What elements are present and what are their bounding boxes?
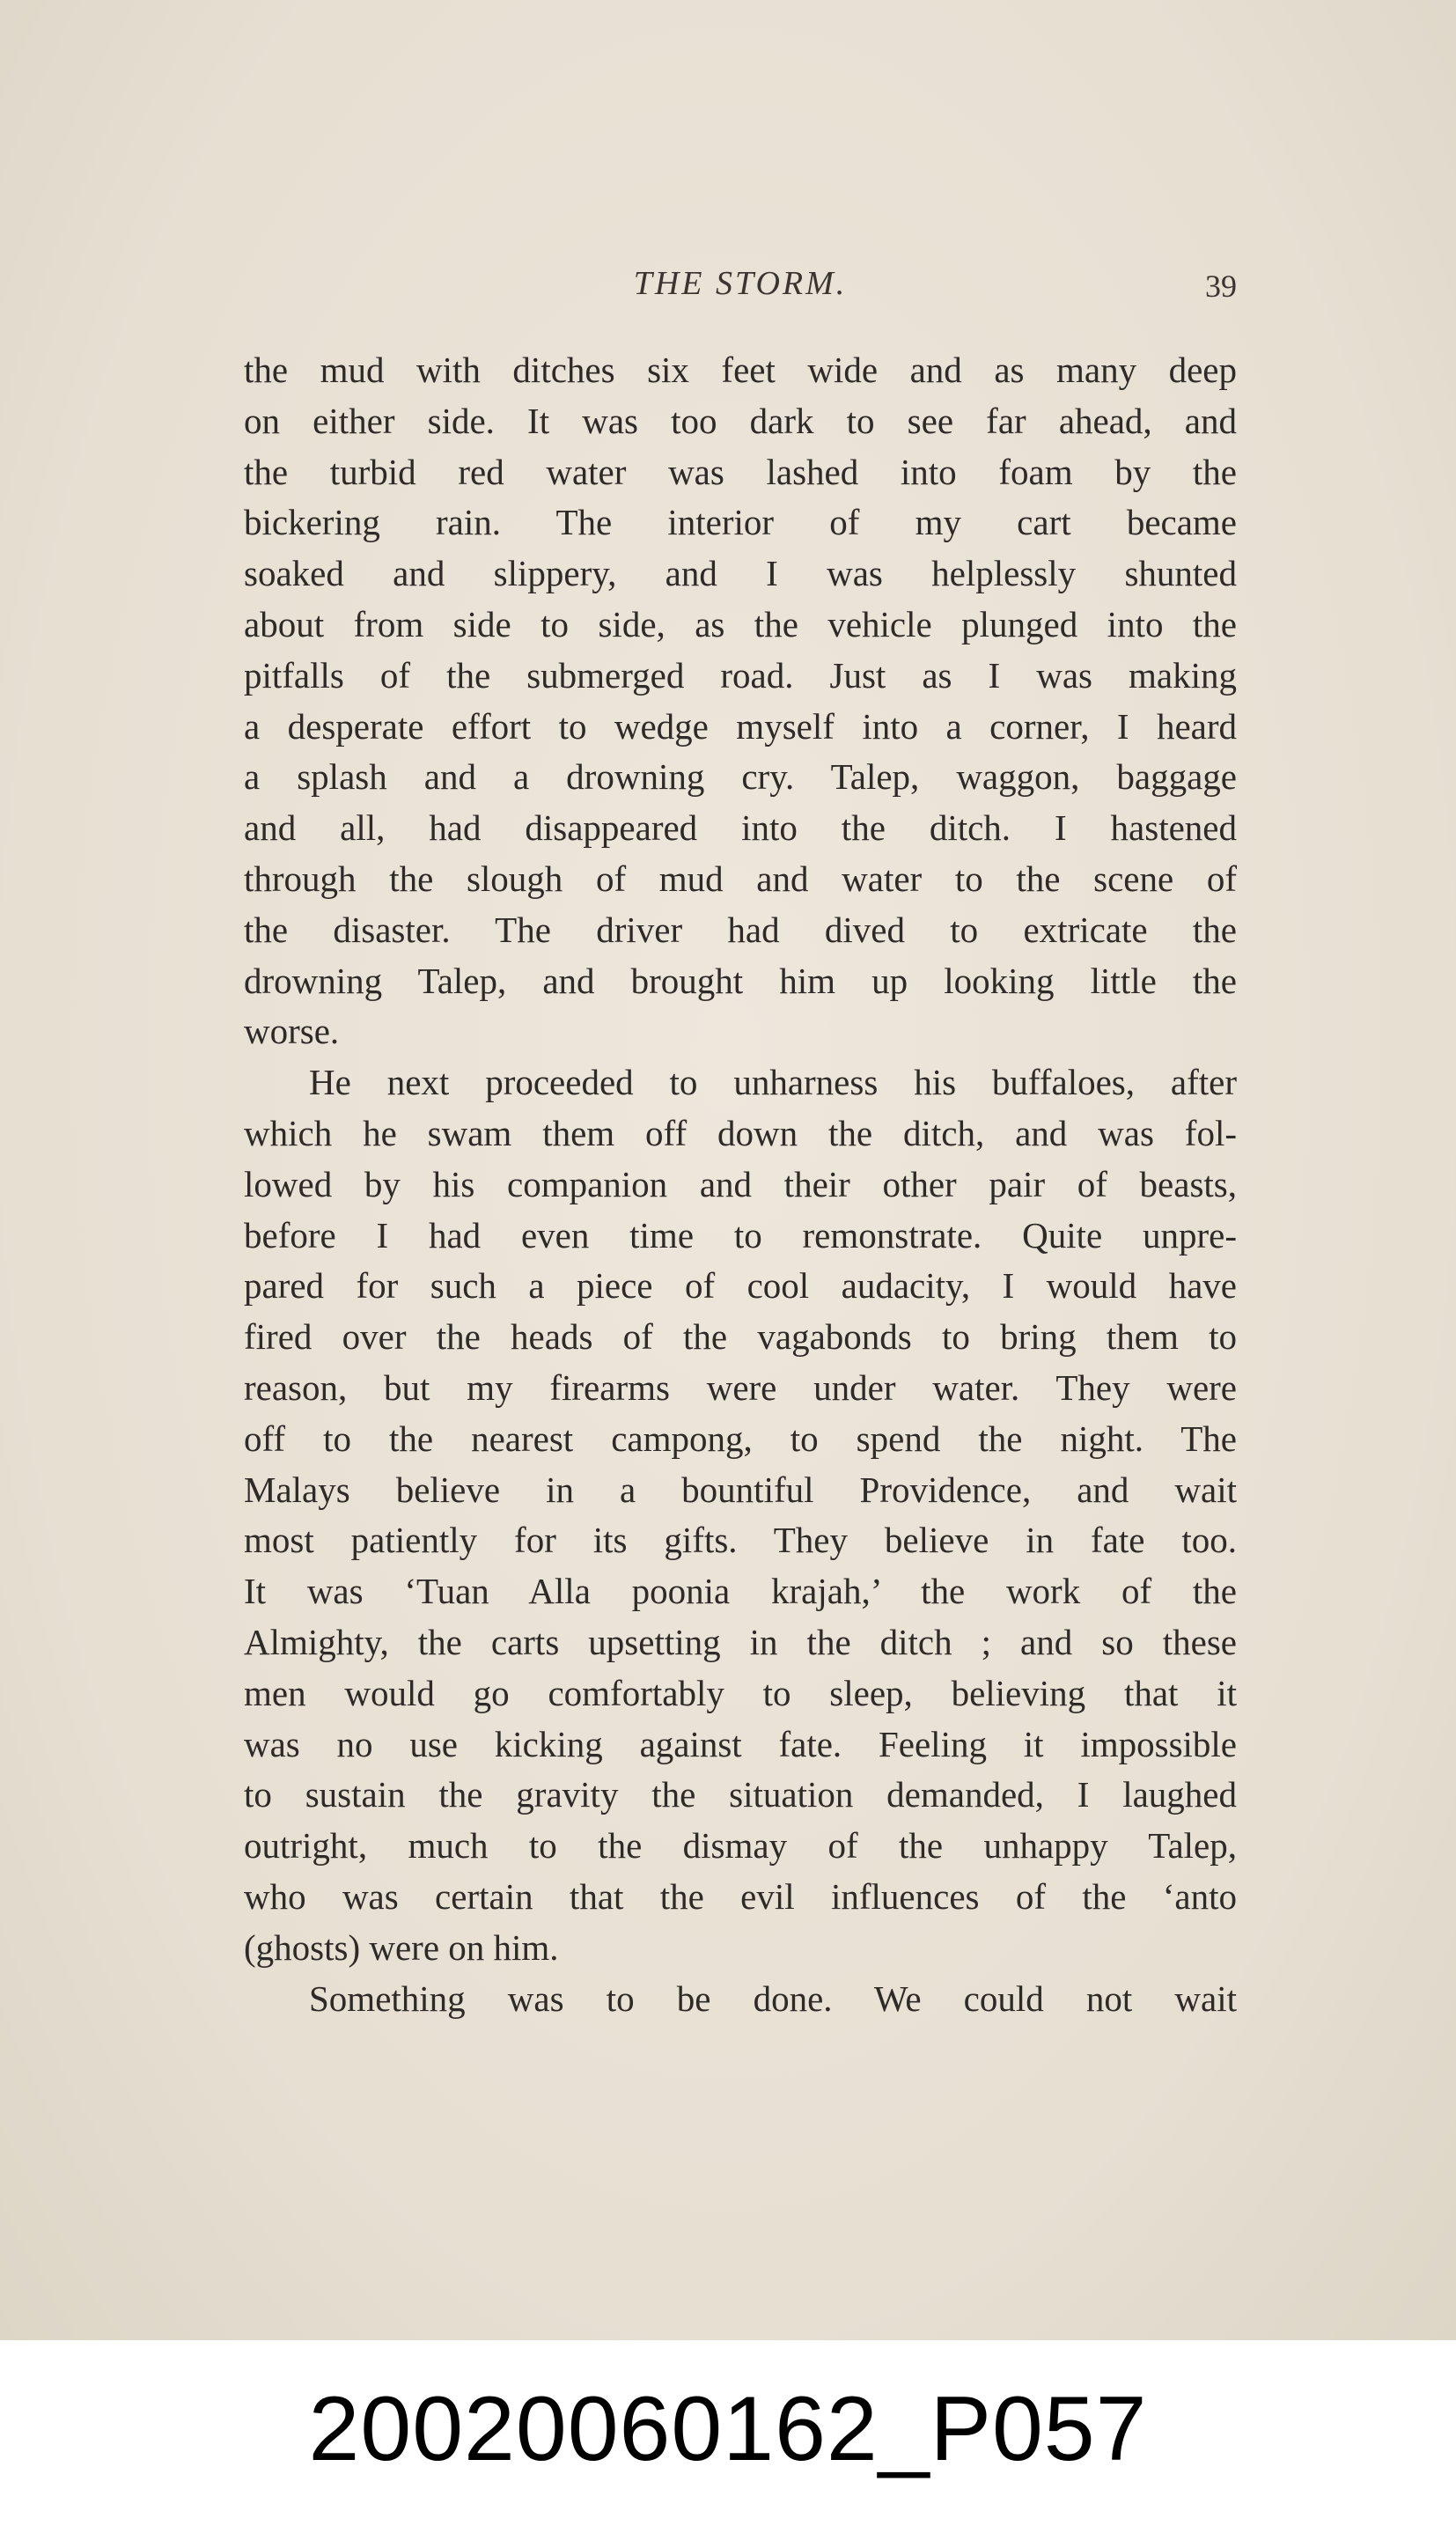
text-line: It was ‘Tuan Alla poonia krajah,’ the work of the [244,1571,1237,1612]
image-caption: 20020060162_P057 [308,2378,1148,2480]
text-line: bickering rain. The interior of my cart became [244,502,1237,543]
text-line: Almighty, the carts upsetting in the ditch ; and so these [244,1621,1237,1662]
running-head [244,264,1237,317]
text-line: worse. [244,1011,340,1052]
text-line: a splash and a drowning cry. Talep, waggon, baggage [244,756,1237,798]
text-line: before I had even time to remonstrate. Quite unpre- [244,1214,1237,1256]
body-text [244,345,1237,2024]
text-line: He next proceeded to unharness his buffaloes, after [309,1062,1237,1103]
text-line: most patiently for its gifts. They believe in fate too. [244,1520,1237,1561]
text-line: soaked and slippery, and I was helplessly shunted [244,553,1237,594]
text-line: outright, much to the dismay of the unhappy Talep, [244,1825,1237,1867]
text-line: through the slough of mud and water to the scene of [244,858,1237,899]
text-line: Malays believe in a bountiful Providence, and wait [244,1469,1237,1510]
text-line: who was certain that the evil influences of the ‘anto [244,1875,1237,1917]
text-line: off to the nearest campong, to spend the night. The [244,1418,1237,1459]
text-line: reason, but my firearms were under water. They were [244,1366,1237,1408]
text-line: the mud with ditches six feet wide and as many deep [244,350,1237,390]
page-number: 39 [1205,269,1237,304]
text-line: fired over the heads of the vagabonds to bring them to [244,1316,1237,1358]
text-line: (ghosts) were on him. [244,1926,559,1968]
text-line: and all, had disappeared into the ditch. I hastened [244,807,1237,849]
text-line: men would go comfortably to sleep, believing that it [244,1672,1237,1713]
text-line: a desperate effort to wedge myself into a corner, I heard [244,705,1237,747]
text-line: on either side. It was too dark to see far ahead, and [244,400,1237,441]
text-line: the turbid red water was lashed into foam by the [244,451,1237,492]
text-line: Something was to be done. We could not wait [309,1977,1237,2019]
text-line: to sustain the gravity the situation demanded, I laughed [244,1774,1237,1815]
text-line: the disaster. The driver had dived to extricate the [244,909,1237,950]
running-title: THE STORM. [633,265,848,302]
text-line: pared for such a piece of cool audacity, I would have [244,1265,1237,1307]
text-line: about from side to side, as the vehicle plunged into the [244,603,1237,644]
text-line: lowed by his companion and their other pair of beasts, [244,1163,1237,1204]
text-line: which he swam them off down the ditch, and was fol- [244,1112,1237,1153]
text-line: drowning Talep, and brought him up looking little the [244,960,1237,1001]
text-line: pitfalls of the submerged road. Just as I was making [244,654,1237,696]
text-line: was no use kicking against fate. Feeling it impossible [244,1723,1237,1764]
